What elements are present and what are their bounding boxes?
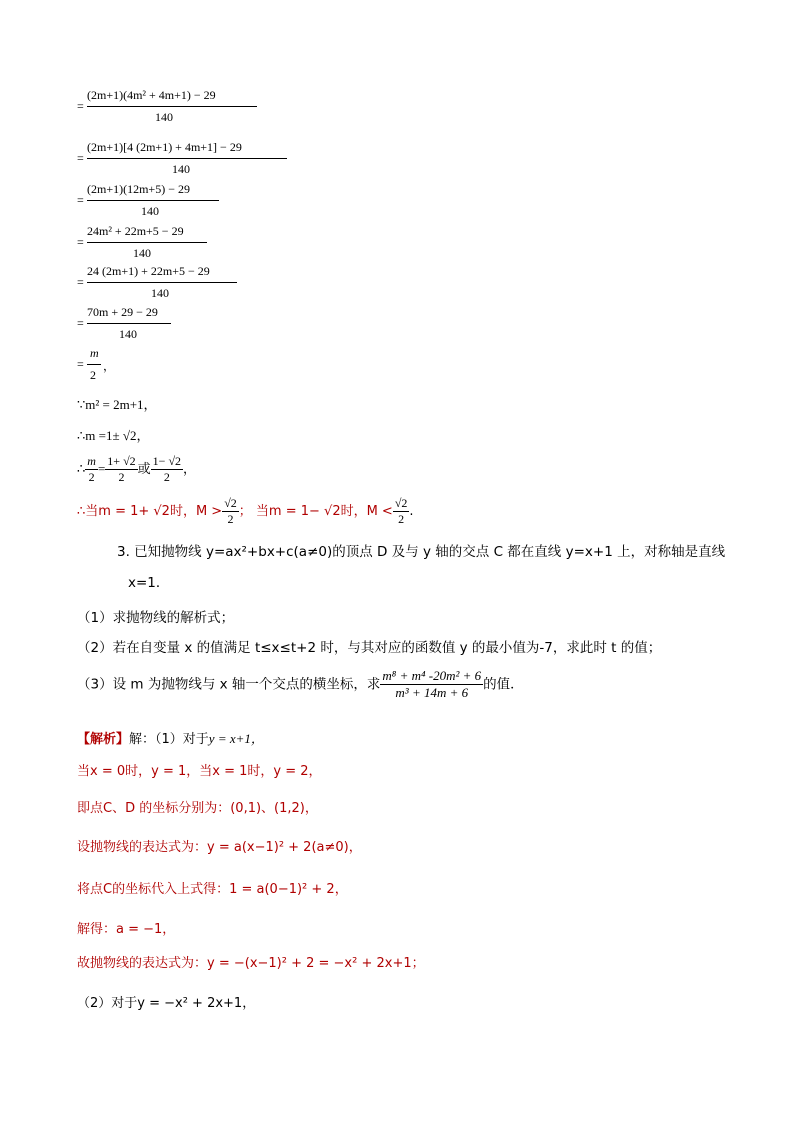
- step-7-numerator: m: [90, 346, 99, 360]
- conclusion-fraction-2-denominator: 2: [398, 512, 405, 526]
- problem-3-part-3: [77, 668, 524, 701]
- solution-line-2: 当x = 0时，y = 1，当x = 1时，y = 2，: [77, 764, 322, 779]
- step-7-denominator: 2: [90, 368, 96, 382]
- or-word: 或: [137, 462, 151, 477]
- step-2-denominator: 140: [172, 162, 190, 176]
- equals-sign: =: [77, 357, 84, 371]
- conclusion-fraction-2: [393, 496, 410, 527]
- step-5-denominator: 140: [151, 286, 169, 300]
- fraction-bar: [87, 323, 171, 324]
- conclusion-part-a: ∴当m = 1+ √2时，M >: [77, 504, 223, 519]
- problem-3-part-1: （1）求抛物线的解析式；: [77, 610, 235, 626]
- step-7-tail: ，: [103, 359, 116, 373]
- fraction-bar: [87, 282, 237, 283]
- part-3-tail: 的值．: [483, 676, 524, 693]
- part-3-numerator: m⁸ + m⁴ -20m² + 6: [382, 668, 482, 683]
- lhs-denominator: 2: [88, 470, 95, 484]
- rhs2-denominator: 2: [163, 470, 170, 484]
- step-6-denominator: 140: [119, 327, 137, 341]
- problem-3-line-2: x=1．: [128, 575, 170, 591]
- conclusion-fraction-1-denominator: 2: [227, 512, 234, 526]
- lhs-fraction: [85, 454, 98, 485]
- solution-line-4: 设抛物线的表达式为：y = a(x−1)² + 2(a≠0)，: [77, 840, 362, 855]
- step-3-denominator: 140: [141, 204, 159, 218]
- step-1-numerator: (2m+1)(4m² + 4m+1) − 29: [87, 88, 216, 102]
- equals-sign: =: [77, 151, 84, 165]
- therefore-symbol: ∴: [77, 462, 86, 477]
- equals-sign: =: [77, 235, 84, 249]
- equals-sign: =: [77, 275, 84, 289]
- step-6-numerator: 70m + 29 − 29: [87, 305, 158, 319]
- solution-step-1-math: y = x+1，: [208, 731, 264, 746]
- solution-line-5: 将点C的坐标代入上式得：1 = a(0−1)² + 2，: [77, 882, 348, 897]
- conclusion-part-c: ； 当m = 1− √2时，M <: [238, 504, 393, 519]
- problem-3-part-2: （2）若在自变量 x 的值满足 t≤x≤t+2 时，与其对应的函数值 y 的最小值为-7，求此时 t 的值；: [77, 640, 662, 656]
- part-3-head: （3）设 m 为抛物线与 x 轴一个交点的横坐标，求: [77, 676, 381, 693]
- conclusion-tail: .: [409, 504, 414, 519]
- tail: ，: [183, 462, 197, 477]
- equals: =: [97, 461, 106, 476]
- step-3-numerator: (2m+1)(12m+5) − 29: [87, 182, 190, 196]
- solution-line-3: 即点C、D 的坐标分别为：(0,1)、(1,2)，: [77, 801, 318, 816]
- solution-line-6: 解得：a = −1，: [77, 922, 176, 937]
- part-3-fraction: [380, 668, 483, 701]
- solution-step-1-head: 解：（1）对于: [129, 732, 209, 747]
- step-4-numerator: 24m² + 22m+5 − 29: [87, 224, 184, 238]
- rhs2-fraction: [151, 454, 183, 485]
- problem-3-line-1: 3. 已知抛物线 y=ax²+bx+c(a≠0)的顶点 D 及与 y 轴的交点 C 都在直线 y=x+1 上，对称轴是直线: [117, 544, 726, 560]
- fraction-bar: [87, 364, 101, 365]
- therefore-line-2: [77, 454, 196, 485]
- solution-line-1: [77, 728, 264, 747]
- step-4-denominator: 140: [133, 246, 151, 260]
- step-2-numerator: (2m+1)[4 (2m+1) + 4m+1] − 29: [87, 140, 242, 154]
- step-5-numerator: 24 (2m+1) + 22m+5 − 29: [87, 264, 210, 278]
- fraction-bar: [87, 158, 287, 159]
- because-line: ∵m² = 2m+1，: [77, 397, 157, 412]
- part-3-denominator: m³ + 14m + 6: [395, 685, 469, 700]
- conclusion-line: [77, 496, 414, 527]
- fraction-bar: [87, 106, 257, 107]
- equals-sign: =: [77, 193, 84, 207]
- equals-sign: =: [77, 99, 84, 113]
- fraction-bar: [87, 242, 207, 243]
- fraction-bar: [87, 200, 219, 201]
- analysis-tag: 【解析】: [77, 732, 130, 747]
- rhs1-fraction: [105, 454, 137, 485]
- solution-line-8: （2）对于y = −x² + 2x+1，: [77, 996, 256, 1011]
- step-1-denominator: 140: [155, 110, 173, 124]
- conclusion-fraction-2-numerator: √2: [394, 496, 408, 510]
- lhs-numerator: m: [87, 454, 96, 468]
- conclusion-fraction-1: [222, 496, 239, 527]
- therefore-line-1: ∴m =1± √2，: [77, 428, 150, 443]
- solution-line-7: 故抛物线的表达式为：y = −(x−1)² + 2 = −x² + 2x+1；: [77, 956, 425, 971]
- equals-sign: =: [77, 316, 84, 330]
- rhs1-numerator: 1+ √2: [107, 454, 136, 468]
- conclusion-fraction-1-numerator: √2: [224, 496, 237, 510]
- rhs2-numerator: 1− √2: [152, 454, 182, 468]
- rhs1-denominator: 2: [118, 470, 125, 484]
